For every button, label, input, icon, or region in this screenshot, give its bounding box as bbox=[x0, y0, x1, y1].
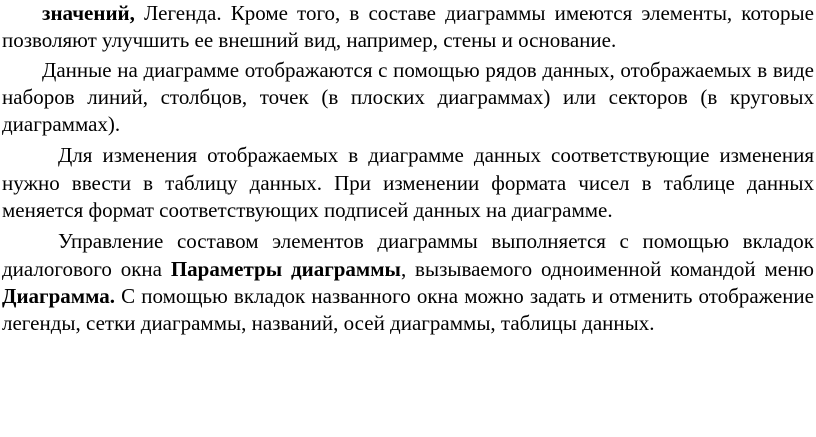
bold-chart-parameters: Параметры диаграммы bbox=[170, 256, 401, 281]
bold-chart-menu: Диаграмма. bbox=[2, 283, 115, 308]
bold-lead-values: значений, bbox=[42, 1, 135, 25]
paragraph-chart-options bbox=[2, 228, 814, 337]
paragraph-data-series bbox=[2, 57, 814, 139]
paragraph-data-table-text: Для изменения отображаемых в диаграмме данных соответствующие изменения нужно ввести в таблицу данных. При изменении формата чисел в таблице данных меняется формат соответствующих подписей данных на диаграмме. bbox=[2, 143, 814, 223]
paragraph-chart-options-text-1: Управление составом элементов диаграммы выполняется с помощью вкладок диалогового окна bbox=[2, 229, 814, 281]
paragraph-data-table bbox=[2, 142, 814, 224]
paragraph-legend-text: Легенда. Кроме того, в составе диаграммы имеются элементы, которые позволяют улучшить ее внешний вид, например, стены и основание. bbox=[2, 1, 814, 53]
paragraph-chart-options-text-3: С помощью вкладок названного окна можно задать и отменить отображение легенды, сетки диаграммы, названий, осей диаграммы, таблицы данных. bbox=[2, 283, 814, 336]
document-body bbox=[2, 0, 814, 338]
paragraph-legend bbox=[2, 0, 814, 55]
paragraph-chart-options-text-2: , вызываемого одноименной командой меню bbox=[400, 256, 814, 281]
paragraph-data-series-text: Данные на диаграмме отображаются с помощью рядов данных, отображаемых в виде наборов линий, столбцов, точек (в плоских диаграммах) или секторов (в круговых диаграммах). bbox=[2, 57, 814, 137]
